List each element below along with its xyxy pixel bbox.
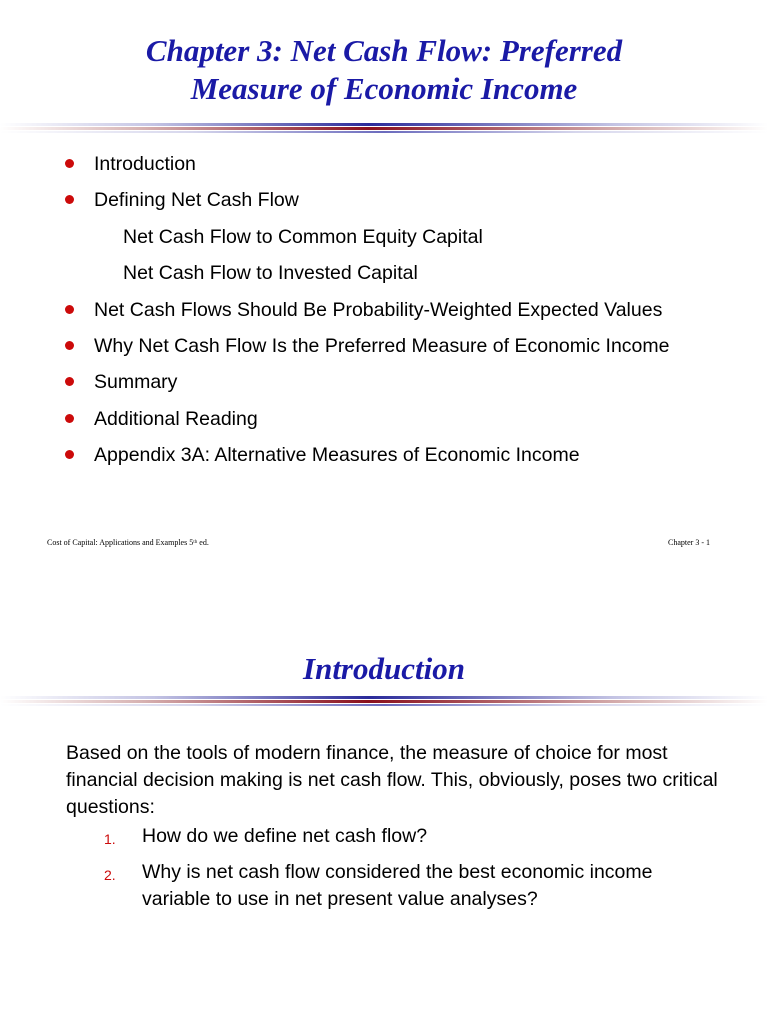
slide-2-title: Introduction [303,651,465,686]
item-text: How do we define net cash flow? [142,825,428,847]
item-number: 2. [104,867,116,883]
bullet-icon [65,305,74,314]
title-divider [0,696,768,708]
bullet-icon [65,341,74,350]
footer-page-number: Chapter 3 - 1 [668,538,710,547]
item-text: Why is net cash flow considered the best economic income variable to use in net present value analyses? [142,861,653,910]
list-item: Additional Reading [0,401,768,437]
list-item: Defining Net Cash Flow [0,182,768,218]
list-item: Summary [0,364,768,400]
footer-book-title: Cost of Capital: Applications and Examples 5ᵗʰ ed. [47,538,209,547]
slide-1-title-line-2: Measure of Economic Income [190,71,578,106]
item-number: 1. [104,831,116,847]
bullet-icon [65,159,74,168]
title-divider [0,123,768,135]
list-item: Net Cash Flows Should Be Probability-Weighted Expected Values [0,292,768,328]
bullet-icon [65,414,74,423]
list-item: Introduction [0,146,768,182]
list-item [0,823,768,850]
slide-1-title [0,32,768,108]
slide-2 [0,566,768,1024]
list-item: Why Net Cash Flow Is the Preferred Measure of Economic Income [0,328,768,364]
bullet-icon [65,450,74,459]
slide-1-title-line-1: Chapter 3: Net Cash Flow: Preferred [145,33,623,68]
intro-paragraph: Based on the tools of modern finance, the measure of choice for most financial decision making is net cash flow. This, obviously, poses two critical questions: [66,742,718,818]
sub-list-item: Net Cash Flow to Invested Capital [123,262,418,285]
list-item: Appendix 3A: Alternative Measures of Economic Income [0,437,768,473]
bullet-icon [65,377,74,386]
sub-list-item: Net Cash Flow to Common Equity Capital [123,225,483,248]
question-list [0,823,768,922]
list-item [0,859,768,913]
outline-list [0,146,768,474]
bullet-icon [65,195,74,204]
